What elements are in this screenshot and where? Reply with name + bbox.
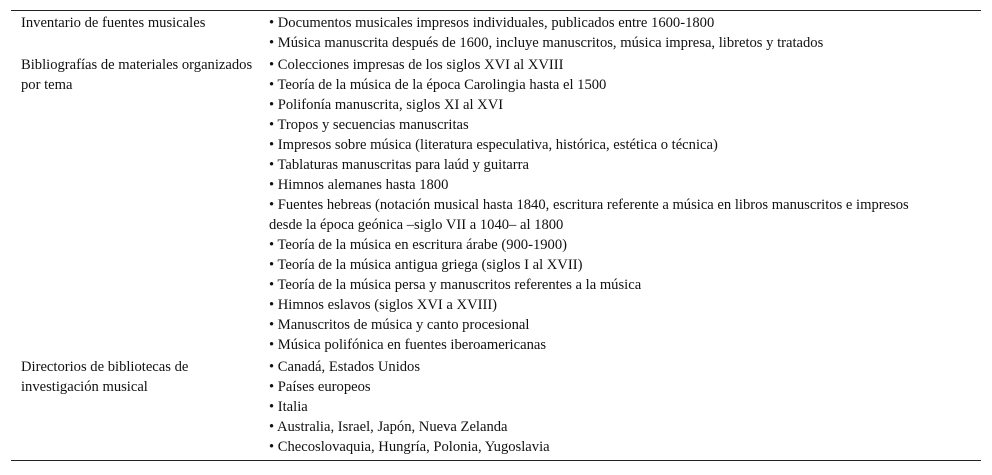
list-item: • Países europeos [269, 377, 921, 397]
list-item: • Polifonía manuscrita, siglos XI al XVI [269, 95, 921, 115]
category-cell: Inventario de fuentes musicales [21, 15, 206, 31]
list-item: • Documentos musicales impresos individuales, publicados entre 1600-1800 [269, 13, 921, 33]
table-row [11, 13, 981, 53]
items-cell [269, 13, 981, 53]
table-row [11, 357, 981, 457]
category-cell: Bibliografías de materiales organizados por tema [21, 57, 253, 93]
list-item: • Manuscritos de música y canto procesional [269, 315, 921, 335]
list-item: • Teoría de la música en escritura árabe (900-1900) [269, 235, 921, 255]
items-cell [269, 357, 981, 457]
list-item: • Teoría de la música antigua griega (siglos I al XVII) [269, 255, 921, 275]
list-item: • Italia [269, 397, 921, 417]
list-item: • Tropos y secuencias manuscritas [269, 115, 921, 135]
list-item: • Himnos eslavos (siglos XVI a XVIII) [269, 295, 921, 315]
list-item: • Himnos alemanes hasta 1800 [269, 175, 921, 195]
list-item: • Canadá, Estados Unidos [269, 357, 921, 377]
table-row [11, 55, 981, 355]
list-item: • Impresos sobre música (literatura especulativa, histórica, estética o técnica) [269, 135, 921, 155]
list-item: • Australia, Israel, Japón, Nueva Zelanda [269, 417, 921, 437]
list-item: • Tablaturas manuscritas para laúd y guitarra [269, 155, 921, 175]
list-item: • Fuentes hebreas (notación musical hasta 1840, escritura referente a música en libros manuscritos e impresos desde la época geónica –siglo VII a 1040– al 1800 [269, 195, 921, 235]
category-cell: Directorios de bibliotecas de investigación musical [21, 359, 189, 395]
list-item: • Música manuscrita después de 1600, incluye manuscritos, música impresa, libretos y tratados [269, 33, 921, 53]
music-sources-table [11, 10, 981, 461]
items-cell [269, 55, 981, 355]
list-item: • Teoría de la música de la época Carolingia hasta el 1500 [269, 75, 921, 95]
list-item: • Teoría de la música persa y manuscritos referentes a la música [269, 275, 921, 295]
list-item: • Checoslovaquia, Hungría, Polonia, Yugoslavia [269, 437, 921, 457]
list-item: • Colecciones impresas de los siglos XVI al XVIII [269, 55, 921, 75]
list-item: • Música polifónica en fuentes iberoamericanas [269, 335, 921, 355]
